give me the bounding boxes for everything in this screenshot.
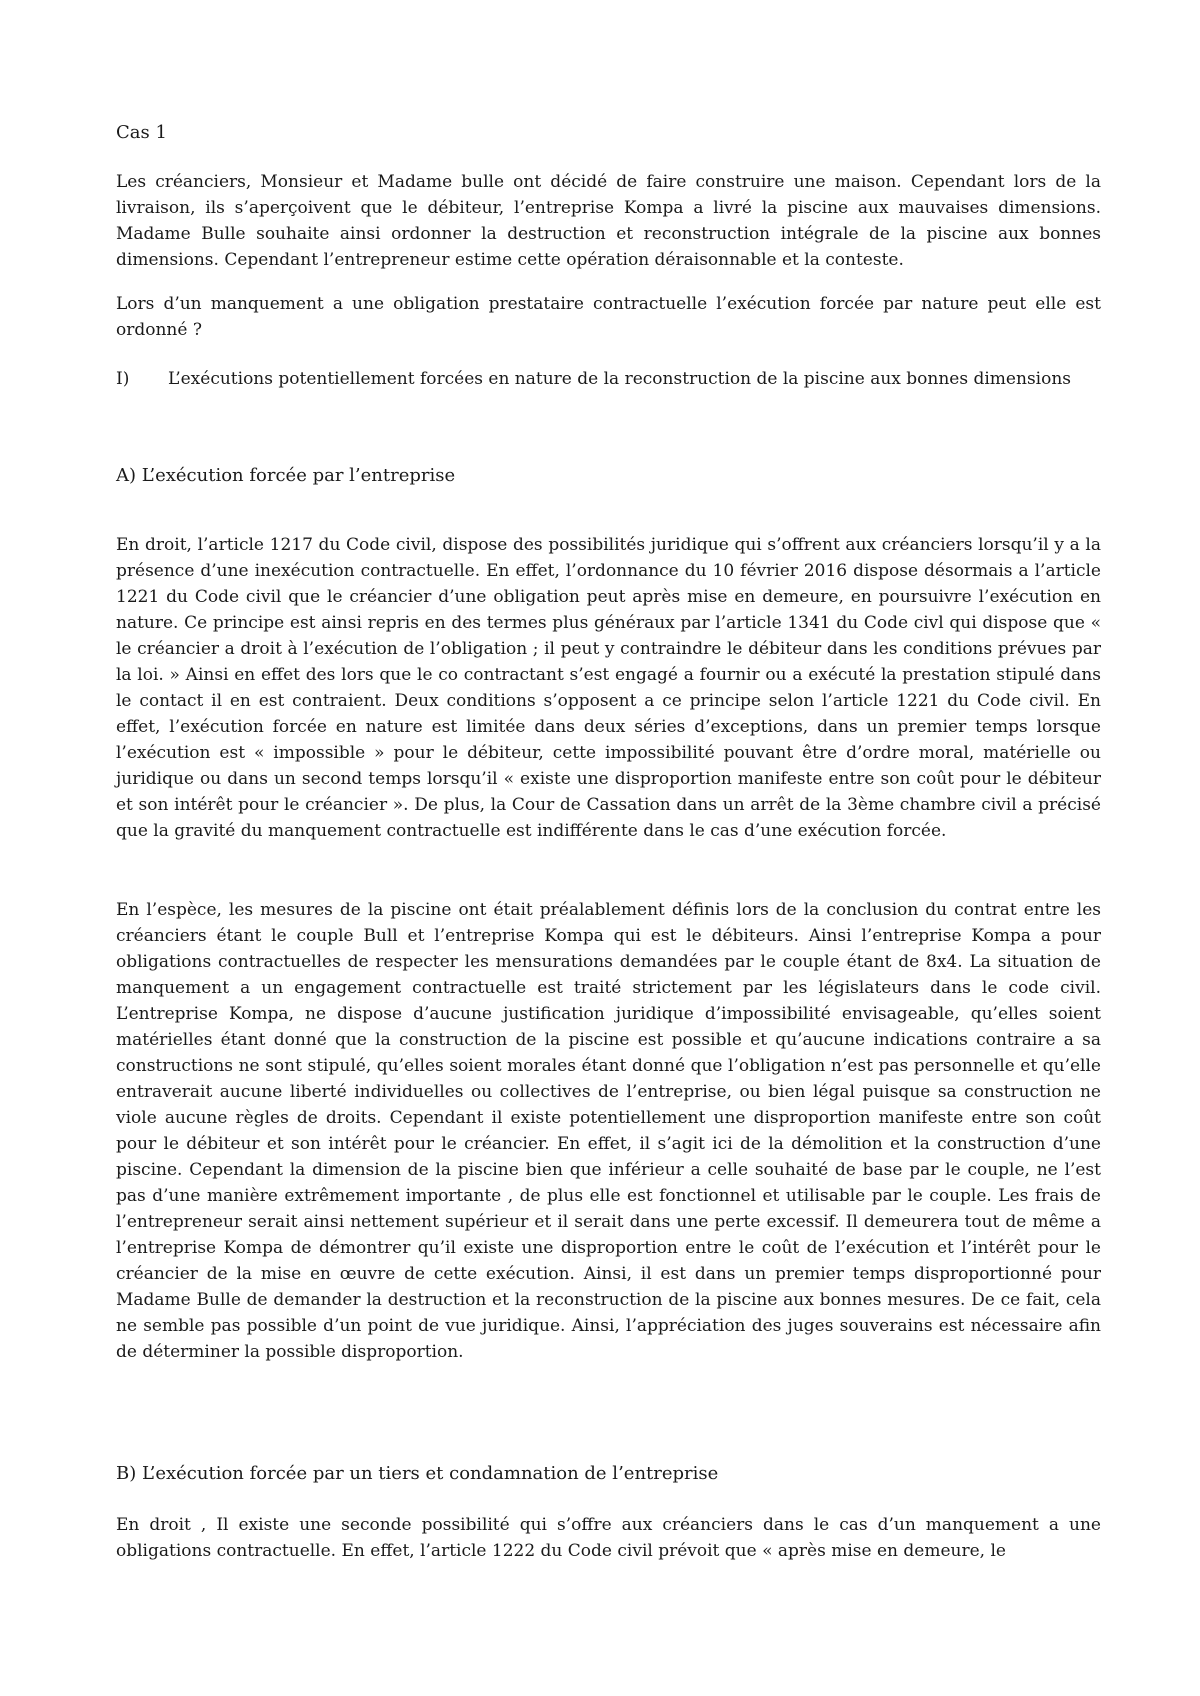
section-b-droit-paragraph: En droit , Il existe une seconde possibilité qui s’offre aux créanciers dans le cas d’un manquement a une obligations contractuelle. En effet, l’article 1222 du Code civil prévoit que « après mise en demeure, le	[116, 1515, 1101, 1561]
section-b-heading: B) L’exécution forcée par un tiers et condamnation de l’entreprise	[116, 1463, 719, 1484]
legal-question-paragraph: Lors d’un manquement a une obligation prestataire contractuelle l’exécution forcée par nature peut elle est ordonné ?	[116, 294, 1101, 340]
case-title: Cas 1	[116, 122, 167, 143]
section-1-title: L’exécutions potentiellement forcées en nature de la reconstruction de la piscine aux bonnes dimensions	[168, 369, 1072, 389]
section-a-droit-paragraph: En droit, l’article 1217 du Code civil, dispose des possibilités juridique qui s’offrent aux créanciers lorsqu’il y a la présence d’une inexécution contractuelle. En effet, l’ordonnance du 10 février 2016 dispose désormais a l’article 1221 du Code civil que le créancier d’une obligation peut après mise en demeure, en poursuivre l’exécution en nature. Ce principe est ainsi repris en des termes plus généraux par l’article 1341 du Code civl qui dispose que « le créancier a droit à l’exécution de l’obligation ; il peut y contraindre le débiteur dans les conditions prévues par la loi. » Ainsi en effet des lors que le co contractant s’est engagé a fournir ou a exécuté la prestation stipulé dans le contact il en est contraient. Deux conditions s’opposent a ce principe selon l’article 1221 du Code civil. En effet, l’exécution forcée en nature est limitée dans deux séries d’exceptions, dans un premier temps lorsque l’exécution est « impossible » pour le débiteur, cette impossibilité pouvant être d’ordre moral, matérielle ou juridique ou dans un second temps lorsqu’il « existe une disproportion manifeste entre son coût pour le débiteur et son intérêt pour le créancier ». De plus, la Cour de Cassation dans un arrêt de la 3ème chambre civil a précisé que la gravité du manquement contractuelle est indifférente dans le cas d’une exécution forcée.	[116, 535, 1101, 841]
section-a-heading: A) L’exécution forcée par l’entreprise	[116, 465, 456, 486]
section-a-espece-paragraph: En l’espèce, les mesures de la piscine ont était préalablement définis lors de la conclusion du contrat entre les créanciers étant le couple Bull et l’entreprise Kompa qui est le débiteurs. Ainsi l’entreprise Kompa a pour obligations contractuelles de respecter les mensurations demandées par le couple étant de 8x4. La situation de manquement a un engagement contractuelle est traité strictement par les législateurs dans le code civil. L’entreprise Kompa, ne dispose d’aucune justification juridique d’impossibilité envisageable, qu’elles soient matérielles étant donné que la construction de la piscine est possible et qu’aucune indications contraire a sa constructions ne sont stipulé, qu’elles soient morales étant donné que l’obligation n’est pas personnelle et qu’elle entraverait aucune liberté individuelles ou collectives de l’entreprise, ou bien légal puisque sa construction ne viole aucune règles de droits. Cependant il existe potentiellement une disproportion manifeste entre son coût pour le débiteur et son intérêt pour le créancier. En effet, il s’agit ici de la démolition et la construction d’une piscine. Cependant la dimension de la piscine bien que inférieur a celle souhaité de base par le couple, ne l’est pas d’une manière extrêmement importante , de plus elle est fonctionnel et utilisable par le couple. Les frais de l’entrepreneur serait ainsi nettement supérieur et il serait dans une perte excessif. Il demeurera tout de même a l’entreprise Kompa de démontrer qu’il existe une disproportion entre le coût de l’exécution et l’intérêt pour le créancier de la mise en œuvre de cette exécution. Ainsi, il est dans un premier temps disproportionné pour Madame Bulle de demander la destruction et la reconstruction de la piscine aux bonnes mesures. De ce fait, cela ne semble pas possible d’un point de vue juridique. Ainsi, l’appréciation des juges souverains est nécessaire afin de déterminer la possible disproportion.	[116, 900, 1101, 1362]
section-1-number: I)	[116, 369, 130, 389]
intro-paragraph: Les créanciers, Monsieur et Madame bulle ont décidé de faire construire une maison. Cependant lors de la livraison, ils s’aperçoivent que le débiteur, l’entreprise Kompa a livré la piscine aux mauvaises dimensions. Madame Bulle souhaite ainsi ordonner la destruction et reconstruction intégrale de la piscine aux bonnes dimensions. Cependant l’entrepreneur estime cette opération déraisonnable et la conteste.	[116, 172, 1101, 270]
